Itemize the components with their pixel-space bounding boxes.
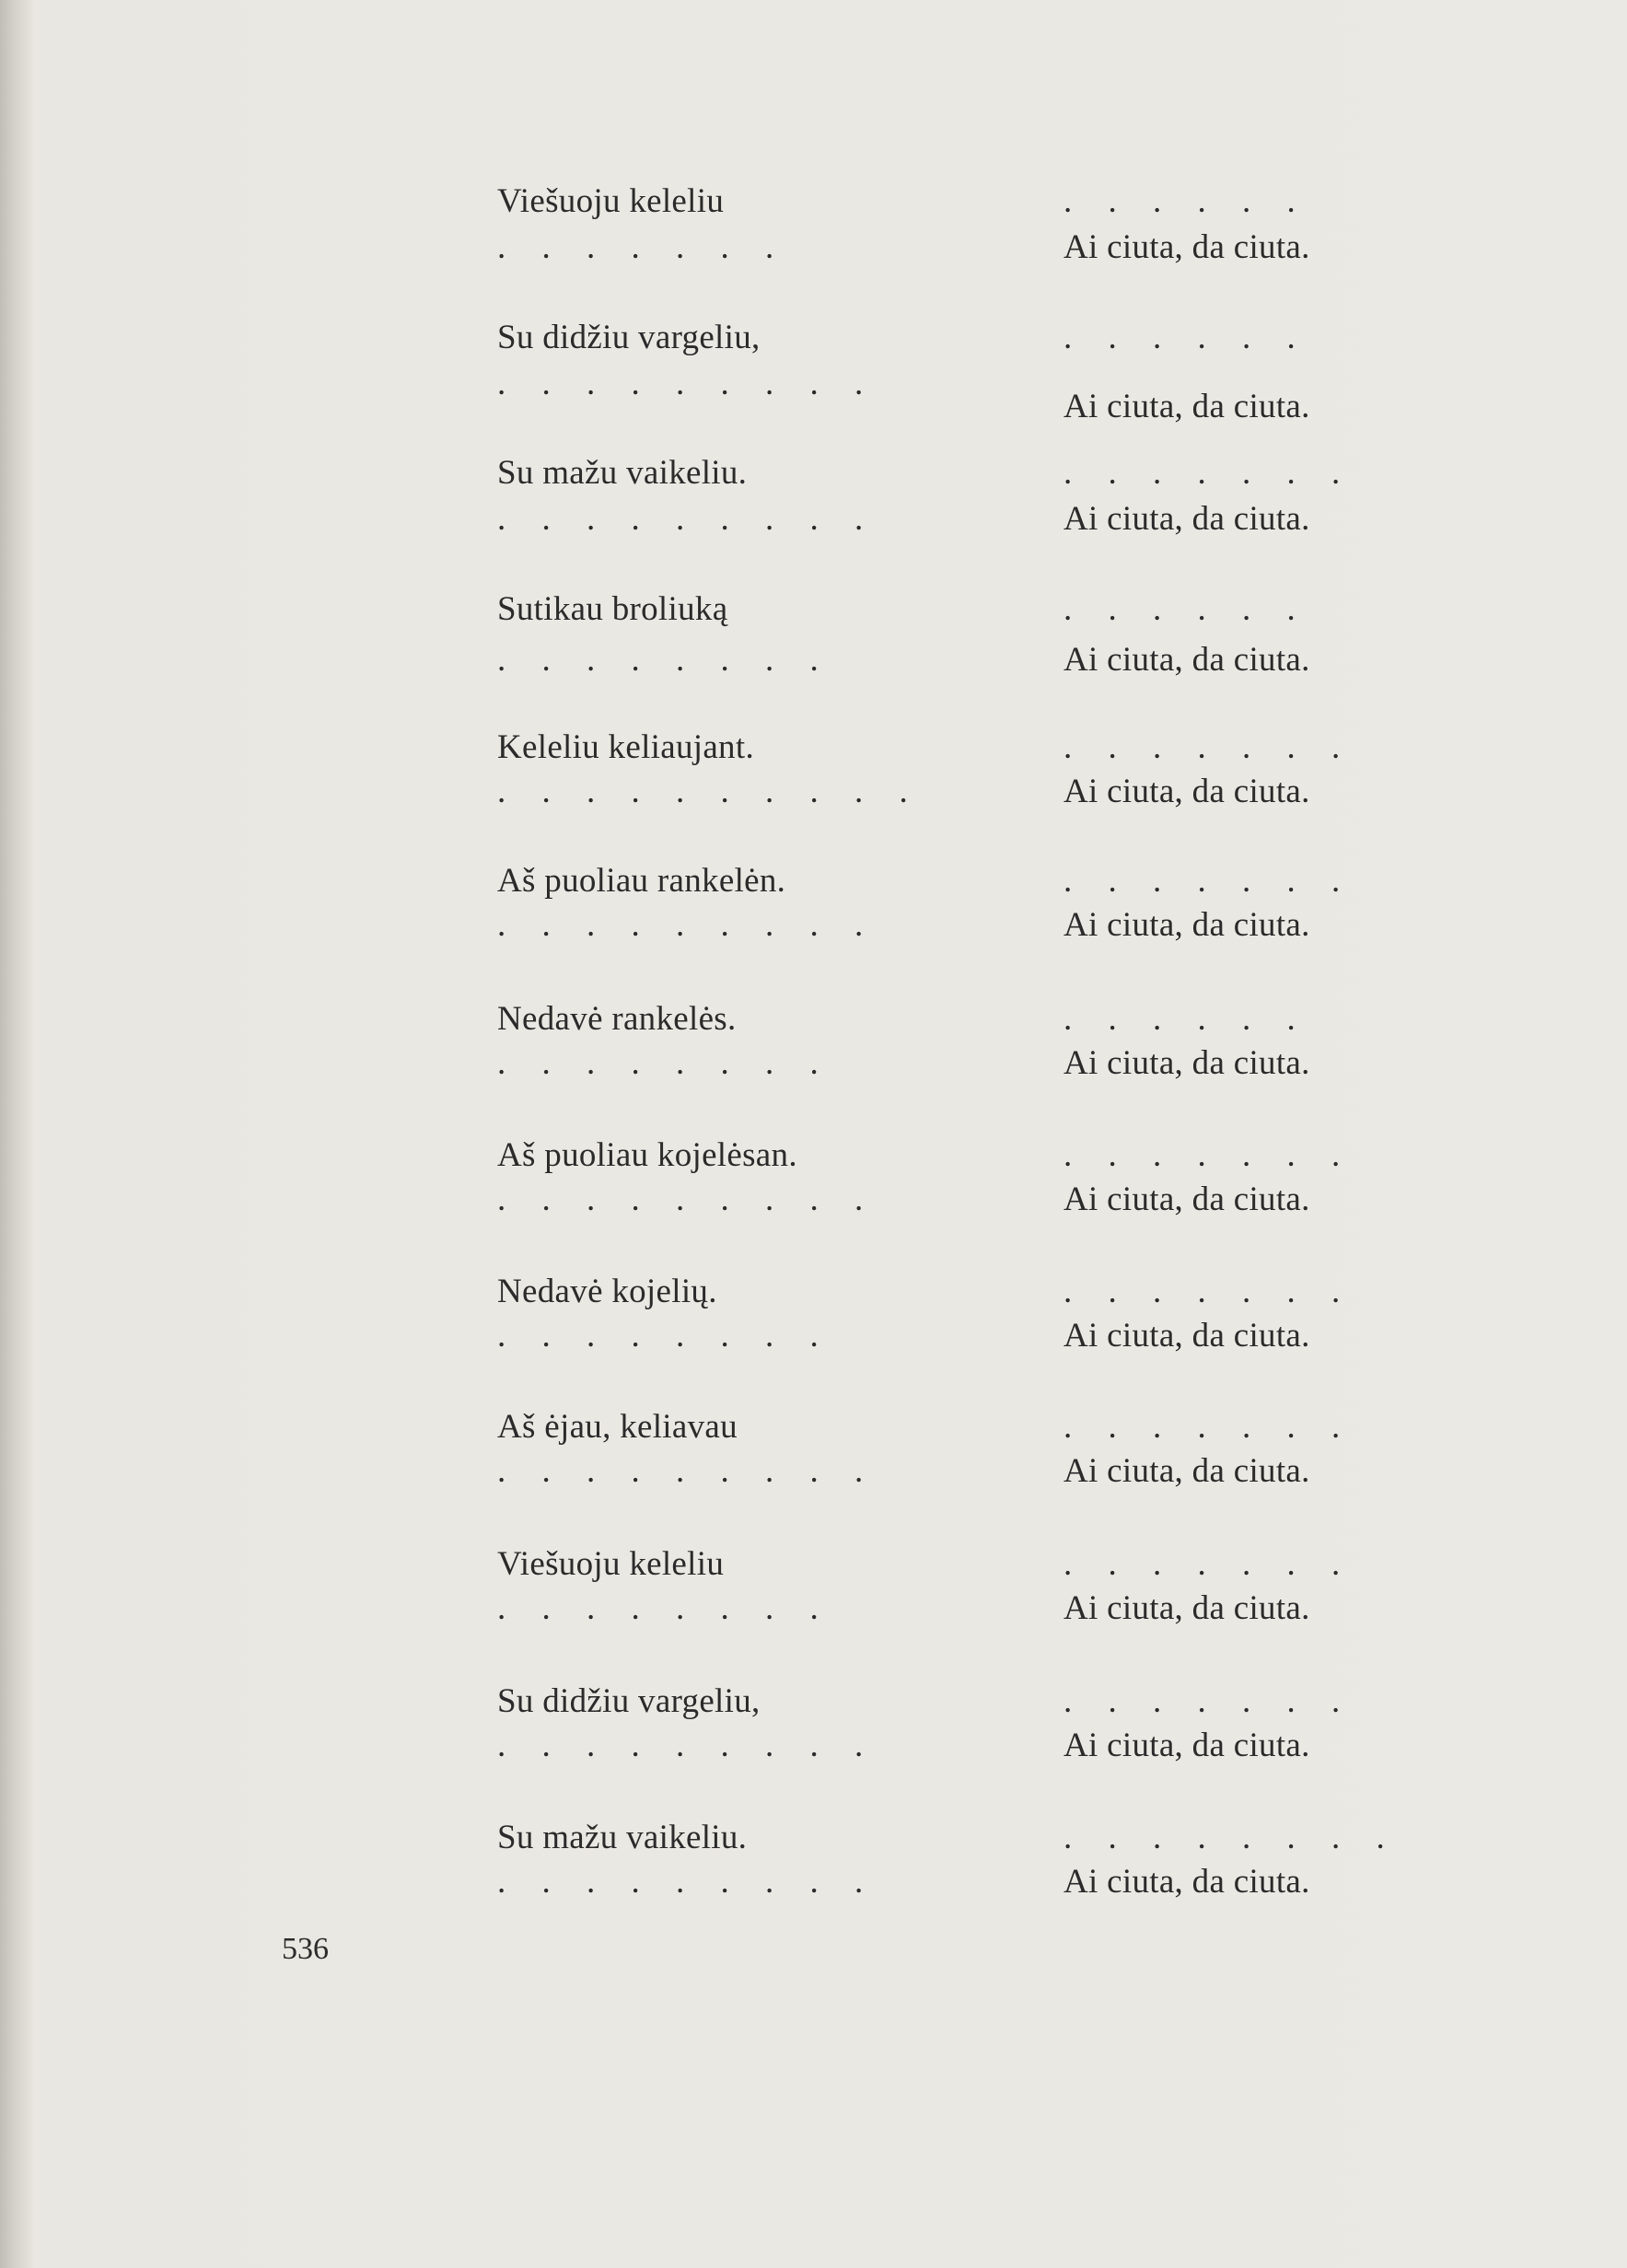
stanza-8 [0,1135,1627,1237]
refrain-line: Ai ciuta, da ciuta. [1063,906,1310,944]
verse-line: Aš puoliau rankelėn. [497,862,786,900]
refrain-line: Ai ciuta, da ciuta. [1063,500,1310,538]
refrain-omission-dots: . . . . . . . [1063,1545,1354,1583]
refrain-line: Ai ciuta, da ciuta. [1063,641,1310,679]
verse-line: Su didžiu vargeliu, [497,1682,761,1720]
stanza-2 [0,318,1627,425]
verse-omission-dots: . . . . . . . . [497,1044,832,1082]
refrain-omission-dots: . . . . . . . . [1063,1819,1399,1856]
verse-line: Nedavė kojelių. [497,1273,717,1310]
stanza-13 [0,1818,1627,1919]
verse-omission-dots: . . . . . . . . . [497,1727,877,1764]
refrain-omission-dots: . . . . . . . [1063,1408,1354,1446]
verse-omission-dots: . . . . . . . . [497,1317,832,1355]
stanza-11 [0,1544,1627,1646]
refrain-line: Ai ciuta, da ciuta. [1063,388,1310,425]
stanza-3 [0,453,1627,554]
refrain-omission-dots: . . . . . . [1063,182,1309,220]
verse-line: Keleliu keliaujant. [497,728,754,766]
refrain-line: Ai ciuta, da ciuta. [1063,1181,1310,1218]
refrain-omission-dots: . . . . . . . [1063,1682,1354,1720]
stanza-5 [0,727,1627,829]
refrain-omission-dots: . . . . . . [1063,319,1309,356]
refrain-line: Ai ciuta, da ciuta. [1063,1863,1310,1901]
refrain-omission-dots: . . . . . . . [1063,862,1354,900]
refrain-omission-dots: . . . . . . . [1063,1273,1354,1310]
refrain-line: Ai ciuta, da ciuta. [1063,1452,1310,1490]
verse-omission-dots: . . . . . . . . . [497,500,877,538]
verse-omission-dots: . . . . . . . . . [497,1181,877,1218]
verse-omission-dots: . . . . . . . . . [497,906,877,944]
stanza-6 [0,861,1627,962]
verse-line: Viešuoju keleliu [497,1545,725,1583]
refrain-line: Ai ciuta, da ciuta. [1063,228,1310,266]
refrain-omission-dots: . . . . . . . [1063,1136,1354,1174]
verse-line: Su mažu vaikeliu. [497,1819,748,1856]
refrain-line: Ai ciuta, da ciuta. [1063,1727,1310,1764]
verse-line: Aš puoliau kojelėsan. [497,1136,797,1174]
verse-line: Sutikau broliuką [497,590,728,628]
verse-line: Viešuoju keleliu [497,182,725,220]
verse-omission-dots: . . . . . . . . . . [497,773,922,810]
refrain-line: Ai ciuta, da ciuta. [1063,1589,1310,1627]
verse-line: Aš ėjau, keliavau [497,1408,738,1446]
verse-omission-dots: . . . . . . . . [497,1589,832,1627]
refrain-line: Ai ciuta, da ciuta. [1063,773,1310,810]
refrain-omission-dots: . . . . . . . [1063,728,1354,766]
stanza-1 [0,181,1627,283]
page-number: 536 [282,1932,329,1966]
refrain-line: Ai ciuta, da ciuta. [1063,1317,1310,1355]
stanza-7 [0,999,1627,1100]
refrain-omission-dots: . . . . . . [1063,1000,1309,1038]
verse-omission-dots: . . . . . . . [497,228,788,266]
refrain-omission-dots: . . . . . . . [1063,454,1354,492]
verse-omission-dots: . . . . . . . . . [497,365,877,402]
verse-omission-dots: . . . . . . . . [497,641,832,679]
refrain-line: Ai ciuta, da ciuta. [1063,1044,1310,1082]
stanza-12 [0,1681,1627,1783]
verse-line: Su mažu vaikeliu. [497,454,748,492]
stanza-9 [0,1272,1627,1373]
stanza-4 [0,589,1627,691]
verse-line: Su didžiu vargeliu, [497,319,761,356]
verse-omission-dots: . . . . . . . . . [497,1452,877,1490]
verse-line: Nedavė rankelės. [497,1000,737,1038]
verse-omission-dots: . . . . . . . . . [497,1863,877,1901]
stanza-10 [0,1407,1627,1508]
refrain-omission-dots: . . . . . . [1063,590,1309,628]
